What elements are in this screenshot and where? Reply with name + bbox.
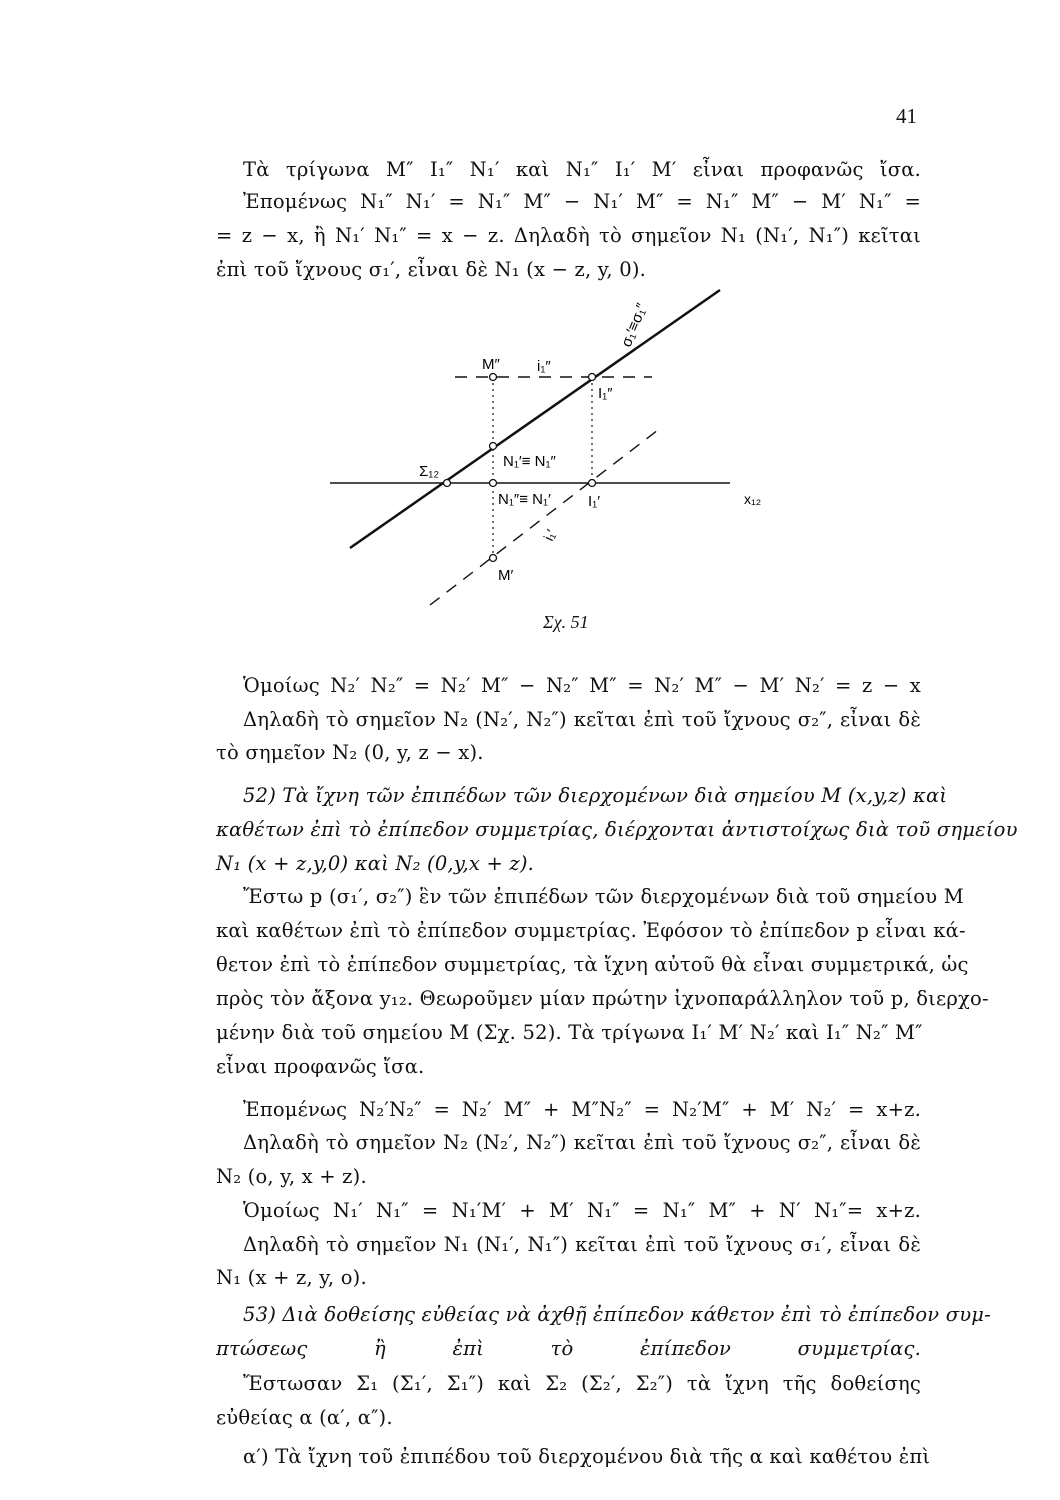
proposition-line: N₁ (x + z,y,0) καὶ N₂ (0,y,x + z).	[216, 852, 535, 875]
text-line: πρὸς τὸν ἄξονα y₁₂. Θεωροῦμεν μίαν πρώτην ἰχνοπαράλληλον τοῦ p, διερχο-	[216, 987, 989, 1010]
text-line: α′) Τὰ ἴχνη τοῦ ἐπιπέδου τοῦ διερχομένου διὰ τῆς α καὶ καθέτου ἐπὶ	[243, 1445, 931, 1468]
text-line: N₁ (x + z, y, o).	[216, 1266, 367, 1289]
text-line: Ἔστω p (σ₁′, σ₂″) ἓν τῶν ἐπιπέδων τῶν διερχομένων διὰ τοῦ σημείου M	[243, 885, 964, 908]
label-I1-single: I₁′	[588, 493, 601, 510]
text-line: = z − x, ἢ N₁′ N₁″ = x − z. Δηλαδὴ τὸ σημεῖον N₁ (N₁′, N₁″) κεῖται	[216, 224, 921, 247]
text-line: Ἔστωσαν Σ₁ (Σ₁′, Σ₁″) καὶ Σ₂ (Σ₂′, Σ₂″) τὰ ἴχνη τῆς δοθείσης	[243, 1372, 921, 1395]
sigma-trace-line	[350, 290, 720, 548]
text-line: Δηλαδὴ τὸ σημεῖον N₂ (N₂′, N₂″) κεῖται ἐπὶ τοῦ ἴχνους σ₂″, εἶναι δὲ	[243, 1131, 921, 1154]
page-number: 41	[896, 104, 917, 128]
label-I1-double: I₁″	[598, 385, 613, 402]
text-line: Δηλαδὴ τὸ σημεῖον N₁ (N₁′, N₁″) κεῖται ἐπὶ τοῦ ἴχνους σ₁′, εἶναι δὲ	[243, 1233, 921, 1256]
text-line: Ὁμοίως N₁′ N₁″ = N₁′M′ + M′ N₁″ = N₁″ M″ + N′ N₁″= x+z.	[243, 1199, 921, 1222]
label-i1-double: i₁″	[537, 358, 551, 375]
text-line: Ἐπομένως N₁″ N₁′ = N₁″ M″ − N₁′ M″ = N₁″ M″ − M′ N₁″ =	[243, 190, 921, 213]
text-line: θετον ἐπὶ τὸ ἐπίπεδον συμμετρίας, τὰ ἴχνη αὐτοῦ θὰ εἶναι συμμετρικά, ὡς	[216, 953, 969, 976]
text-line: ἐπὶ τοῦ ἴχνους σ₁′, εἶναι δὲ N₁ (x − z, y, 0).	[216, 258, 647, 281]
text-line: Ἐπομένως N₂′N₂″ = N₂′ M″ + M″N₂″ = N₂′M″ + M′ N₂′ = x+z.	[243, 1098, 921, 1121]
label-N1-single-eq: N₁″≡ N₁′	[498, 491, 551, 508]
text-line: εὐθείας α (α′, α″).	[216, 1406, 393, 1429]
proposition-line: 53) Διὰ δοθείσης εὐθείας νὰ ἀχθῇ ἐπίπεδον κάθετον ἐπὶ τὸ ἐπίπεδον συμ-	[243, 1303, 991, 1326]
text-line: καὶ καθέτων ἐπὶ τὸ ἐπίπεδον συμμετρίας. Ἐφόσον τὸ ἐπίπεδον p εἶναι κά-	[216, 919, 966, 942]
text-line: εἶναι προφανῶς ἴσα.	[216, 1055, 425, 1078]
label-Sigma12: Σ₁₂	[419, 463, 440, 480]
figure-51	[330, 280, 780, 620]
figure-caption: Σχ. 51	[543, 612, 589, 632]
point-N1-double	[490, 443, 497, 450]
point-I1-single	[589, 480, 596, 487]
label-x-axis: x₁₂	[744, 491, 762, 507]
proposition-line: καθέτων ἐπὶ τὸ ἐπίπεδον συμμετρίας, διέρχονται ἀντιστοίχως διὰ τοῦ σημείου	[216, 818, 1018, 841]
label-M-single: M′	[498, 567, 514, 584]
proposition-line: πτώσεως ἢ ἐπὶ τὸ ἐπίπεδον συμμετρίας.	[216, 1337, 921, 1360]
point-N1-single	[490, 480, 497, 487]
label-N1-double-eq: N₁′≡ N₁″	[503, 453, 556, 470]
text-line: N₂ (o, y, x + z).	[216, 1165, 367, 1188]
point-I1-double	[589, 374, 596, 381]
point-Sigma12	[444, 480, 451, 487]
text-line: τὸ σημεῖον N₂ (0, y, z − x).	[216, 741, 484, 764]
point-M-single	[490, 555, 497, 562]
text-line: Δηλαδὴ τὸ σημεῖον N₂ (N₂′, N₂″) κεῖται ἐπὶ τοῦ ἴχνους σ₂″, εἶναι δὲ	[243, 708, 921, 731]
text-line: μένην διὰ τοῦ σημείου M (Σχ. 52). Τὰ τρίγωνα I₁′ M′ N₂′ καὶ I₁″ N₂″ M″	[216, 1021, 923, 1044]
text-line: Τὰ τρίγωνα M″ I₁″ N₁′ καὶ N₁″ I₁′ M′ εἶναι προφανῶς ἴσα.	[243, 158, 921, 181]
proposition-line: 52) Τὰ ἴχνη τῶν ἐπιπέδων τῶν διερχομένων διὰ σημείου M (x,y,z) καὶ	[243, 784, 948, 807]
text-line: Ὁμοίως N₂′ N₂″ = N₂′ M″ − N₂″ M″ = N₂′ M″ − M′ N₂′ = z − x	[243, 674, 921, 697]
point-M-double	[490, 374, 497, 381]
label-i1-single: i₁′	[540, 527, 560, 544]
label-M-double: M″	[482, 356, 500, 373]
label-sigma-trace: σ₁′≡σ₁″	[617, 300, 651, 350]
geometry-diagram	[330, 280, 780, 620]
